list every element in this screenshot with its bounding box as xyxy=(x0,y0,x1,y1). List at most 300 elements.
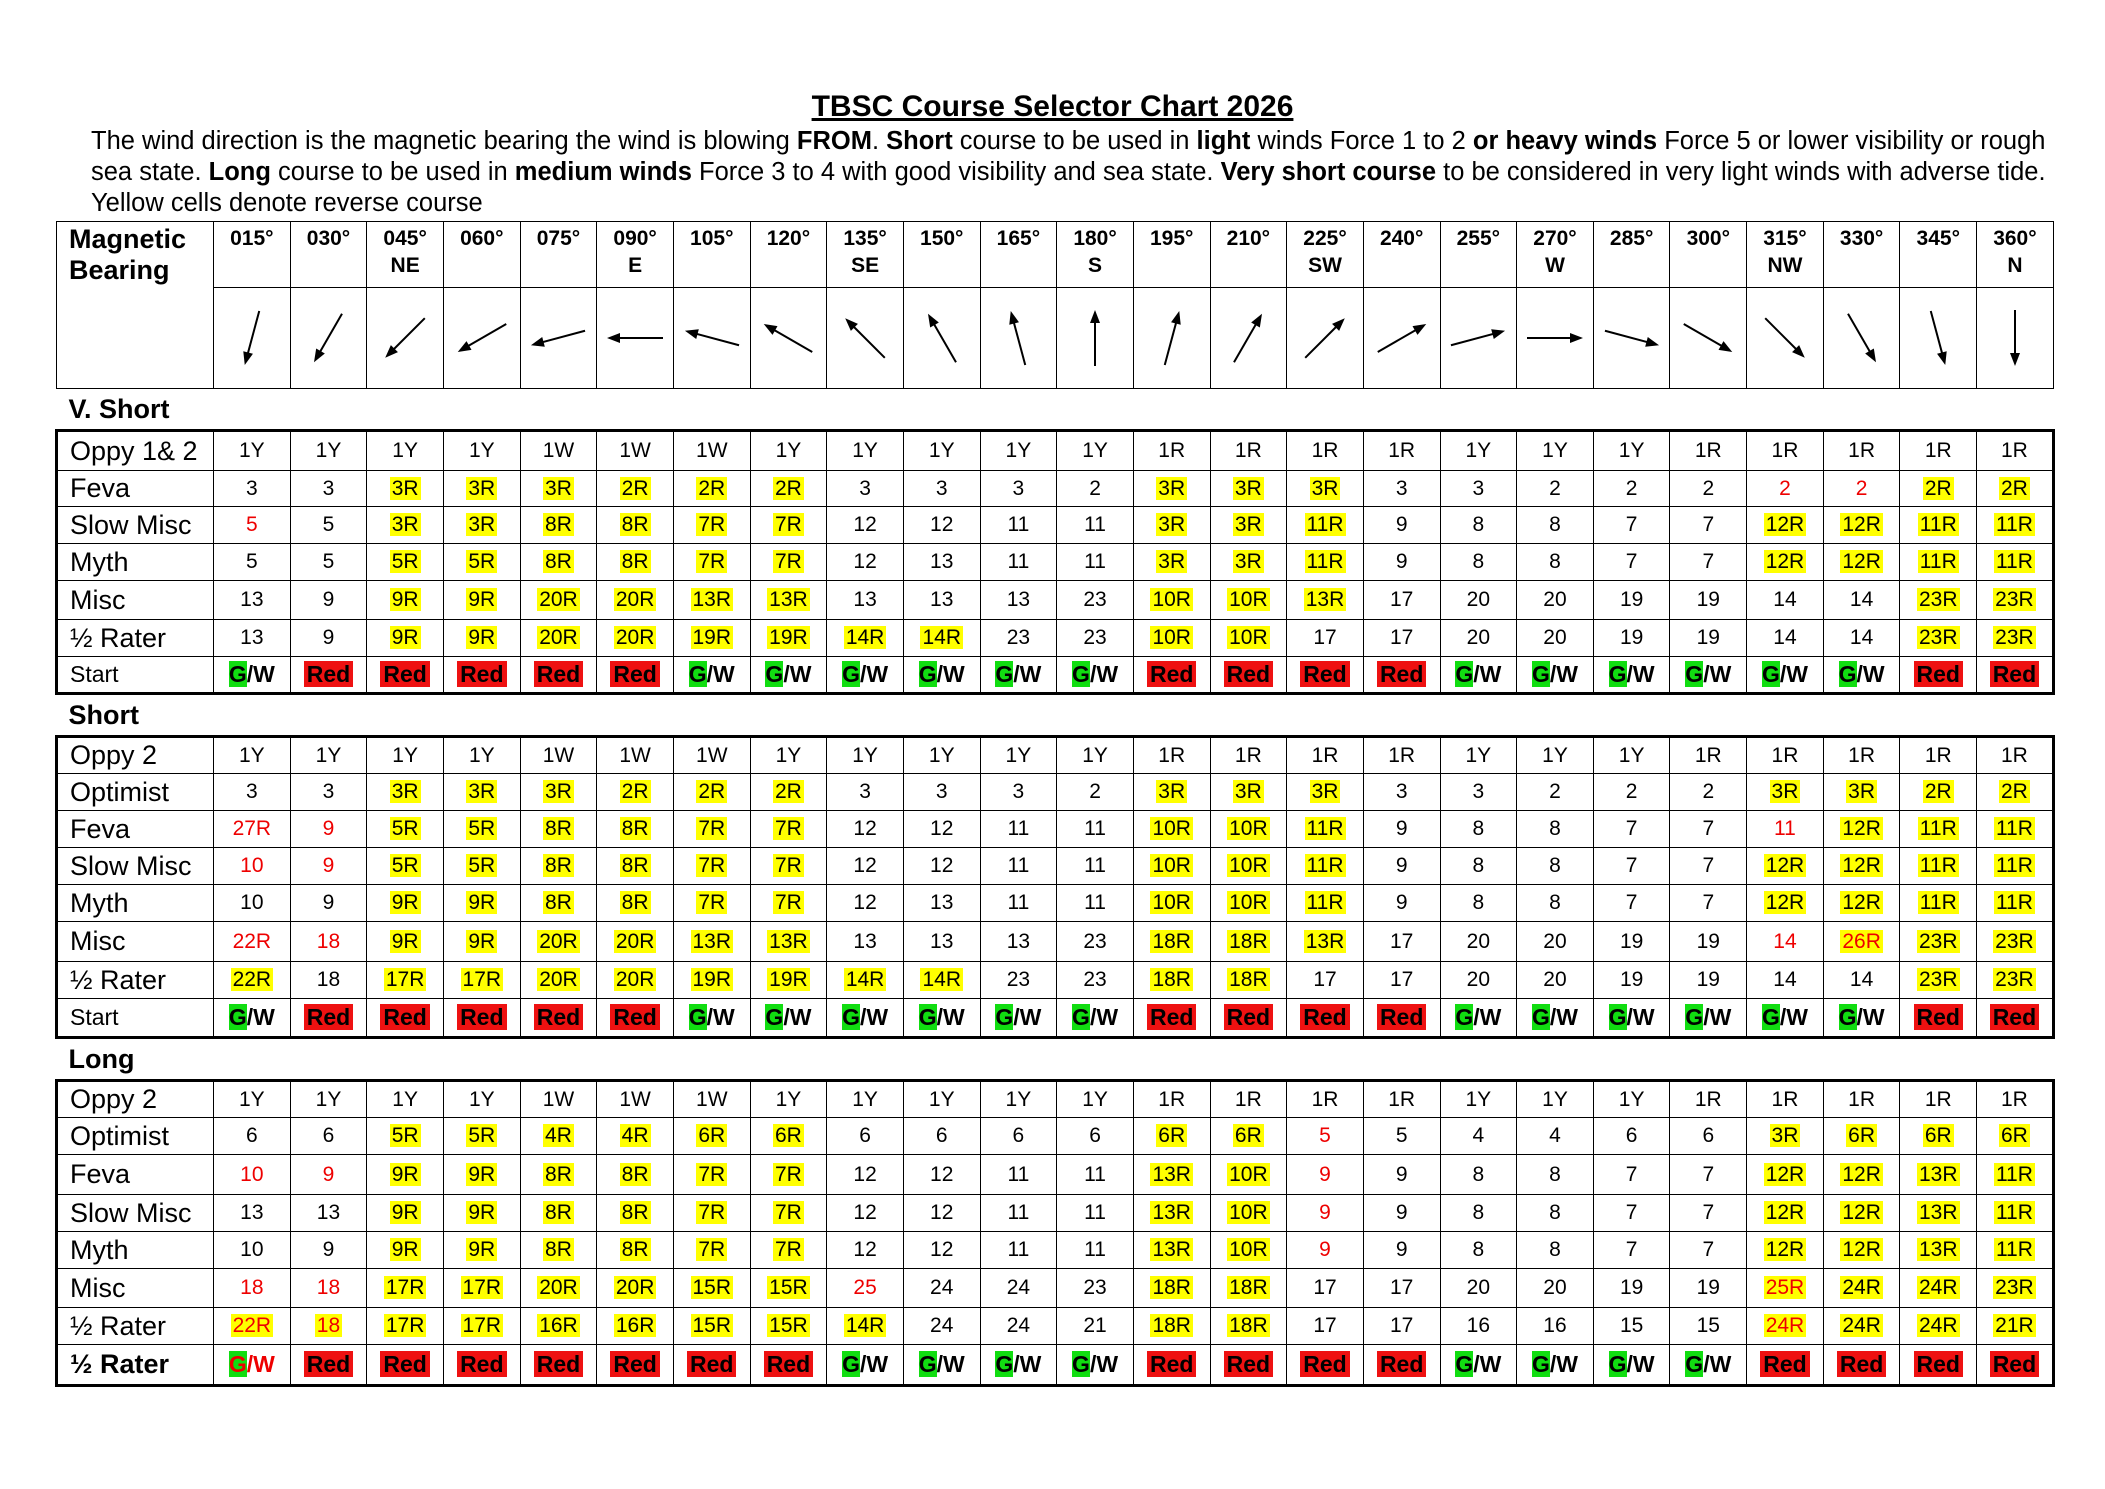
course-value: 11 xyxy=(1007,817,1030,840)
course-cell xyxy=(443,1118,520,1155)
course-cell xyxy=(673,811,750,848)
course-value: 1R xyxy=(1158,1087,1186,1111)
course-value: 11 xyxy=(1084,891,1106,914)
course-cell xyxy=(597,1081,674,1118)
course-value: 8R xyxy=(621,513,649,536)
start-flag xyxy=(765,1004,811,1030)
course-value: 1W xyxy=(542,1087,575,1111)
bearing-header-cell xyxy=(980,222,1057,288)
bearing-header-cell xyxy=(1363,222,1440,288)
course-cell xyxy=(1440,1081,1517,1118)
course-value: 6R xyxy=(1158,1124,1186,1147)
course-cell xyxy=(1210,1195,1287,1232)
course-cell xyxy=(367,1118,444,1155)
row-label: Optimist xyxy=(57,774,214,811)
course-value: 13R xyxy=(1152,1201,1191,1224)
course-cell xyxy=(520,507,597,544)
start-cell xyxy=(520,1345,597,1386)
start-flag-white: /W xyxy=(1089,1351,1119,1377)
start-flag-white: /W xyxy=(1473,1004,1502,1030)
course-value: 1Y xyxy=(775,1087,802,1111)
course-value: 7R xyxy=(698,1238,726,1261)
course-cell xyxy=(1517,922,1594,962)
start-flag-green: G xyxy=(765,1004,784,1030)
start-flag-green: G xyxy=(1455,1004,1474,1030)
start-cell xyxy=(1593,999,1670,1038)
start-flag-green: G xyxy=(918,1004,937,1030)
course-cell xyxy=(673,507,750,544)
class-row xyxy=(57,507,2054,544)
course-cell xyxy=(1287,1118,1364,1155)
course-value: 1Y xyxy=(392,439,418,462)
course-cell xyxy=(1977,811,2054,848)
start-flag xyxy=(1609,1351,1655,1377)
course-value: 24 xyxy=(1006,1314,1031,1337)
course-value: 10R xyxy=(1229,626,1268,649)
start-cell xyxy=(443,657,520,694)
course-cell xyxy=(1210,1081,1287,1118)
course-value: 2 xyxy=(1089,780,1101,803)
course-cell xyxy=(1823,811,1900,848)
bearing-header-cell xyxy=(750,222,827,288)
course-value: 12 xyxy=(930,854,954,877)
course-cell xyxy=(980,885,1057,922)
course-cell xyxy=(1133,1081,1210,1118)
wind-arrow-icon xyxy=(830,298,900,378)
course-value: 17R xyxy=(462,1276,502,1299)
bearing-degrees: 165° xyxy=(996,227,1041,250)
course-cell xyxy=(1287,1195,1364,1232)
course-value: 17 xyxy=(1313,1276,1337,1299)
course-value: 18 xyxy=(316,1314,341,1337)
course-cell xyxy=(520,544,597,581)
course-value: 1R xyxy=(1694,1087,1722,1111)
course-cell xyxy=(1823,1081,1900,1118)
course-cell xyxy=(750,1269,827,1308)
course-cell xyxy=(1900,620,1977,657)
course-value: 9R xyxy=(468,588,496,611)
course-cell xyxy=(367,1308,444,1345)
course-cell xyxy=(290,431,367,471)
course-cell xyxy=(1900,1232,1977,1269)
course-value: 1W xyxy=(619,1087,651,1111)
class-row xyxy=(57,620,2054,657)
course-value: 23R xyxy=(1919,588,1958,611)
course-cell xyxy=(214,1155,291,1195)
course-value: 8R xyxy=(545,1201,572,1224)
start-cell xyxy=(1287,1345,1364,1386)
wind-arrow-cell xyxy=(290,288,367,389)
start-flag-white: /W xyxy=(936,1351,965,1377)
course-value: 8 xyxy=(1472,891,1485,914)
course-cell xyxy=(903,1118,980,1155)
wind-arrow-shaft xyxy=(539,331,585,343)
course-cell xyxy=(290,962,367,999)
course-value: 20R xyxy=(539,588,578,611)
course-value: 19 xyxy=(1619,968,1644,991)
course-value: 19 xyxy=(1619,929,1644,953)
row-label: Slow Misc xyxy=(57,507,214,544)
course-value: 3R xyxy=(1234,476,1262,500)
start-cell xyxy=(1670,1345,1747,1386)
start-flag-green: G xyxy=(1072,661,1090,687)
class-row xyxy=(57,431,2054,471)
course-value: 23 xyxy=(1083,968,1107,991)
course-cell xyxy=(673,544,750,581)
course-value: 11 xyxy=(1007,891,1030,914)
course-cell xyxy=(1517,1118,1594,1155)
course-cell xyxy=(903,885,980,922)
course-cell xyxy=(673,1118,750,1155)
course-cell xyxy=(367,811,444,848)
course-value: 13 xyxy=(930,891,954,914)
start-flag-white: /W xyxy=(246,1351,275,1377)
course-cell xyxy=(1057,811,1134,848)
course-cell xyxy=(1287,922,1364,962)
bearing-degrees: 210° xyxy=(1226,227,1271,250)
start-cell xyxy=(980,999,1057,1038)
course-cell xyxy=(750,885,827,922)
course-cell xyxy=(1670,774,1747,811)
course-value: 18 xyxy=(316,1276,341,1299)
course-value: 1Y xyxy=(315,743,342,767)
wind-arrow-shaft xyxy=(391,318,425,352)
wind-arrow-shaft xyxy=(318,314,342,356)
course-value: 23R xyxy=(1995,929,2034,953)
bearing-degrees: 285° xyxy=(1609,227,1654,250)
course-cell xyxy=(903,962,980,999)
start-cell xyxy=(367,999,444,1038)
course-cell xyxy=(1363,507,1440,544)
start-flag-white: /W xyxy=(936,1004,965,1030)
course-value: 6R xyxy=(1848,1124,1876,1147)
start-cell xyxy=(673,999,750,1038)
course-cell xyxy=(1057,885,1134,922)
course-cell xyxy=(367,581,444,620)
course-cell xyxy=(290,848,367,885)
course-cell xyxy=(1823,1155,1900,1195)
row-label: ½ Rater xyxy=(57,1308,214,1345)
course-cell xyxy=(1977,885,2054,922)
course-cell xyxy=(1670,1195,1747,1232)
course-value: 11R xyxy=(1306,854,1344,877)
course-value: 3R xyxy=(545,476,572,500)
course-value: 15 xyxy=(1619,1314,1644,1337)
course-cell xyxy=(750,737,827,774)
course-value: 24 xyxy=(930,1276,954,1299)
course-cell xyxy=(1823,962,1900,999)
wind-arrow-icon xyxy=(447,298,517,378)
course-value: 7R xyxy=(698,550,726,573)
course-value: 3R xyxy=(391,513,419,536)
row-label: Misc xyxy=(57,1269,214,1308)
section-heading-row xyxy=(57,694,2054,737)
course-value: 11 xyxy=(1774,817,1796,840)
course-cell xyxy=(673,620,750,657)
wind-arrow-cell xyxy=(214,288,291,389)
start-flag xyxy=(1762,661,1808,687)
start-cell xyxy=(1363,999,1440,1038)
class-row xyxy=(57,1232,2054,1269)
course-cell xyxy=(1287,1269,1364,1308)
course-value: 7R xyxy=(774,891,802,914)
course-value: 12 xyxy=(930,1162,954,1186)
course-cell xyxy=(214,1195,291,1232)
course-cell xyxy=(1900,962,1977,999)
course-value: 9 xyxy=(322,1162,335,1186)
course-value: 14 xyxy=(1849,968,1874,991)
wind-arrow-shaft xyxy=(1765,318,1799,352)
course-cell xyxy=(597,848,674,885)
course-value: 8 xyxy=(1549,1238,1561,1261)
course-cell xyxy=(673,737,750,774)
start-flag xyxy=(995,1351,1041,1377)
course-value: 12R xyxy=(1842,891,1881,914)
course-value: 3 xyxy=(1472,780,1485,803)
course-cell xyxy=(1747,1118,1824,1155)
course-value: 11 xyxy=(1084,817,1106,840)
start-flag xyxy=(995,661,1041,687)
course-value: 20R xyxy=(615,626,655,649)
course-value: 3R xyxy=(468,513,496,536)
course-cell xyxy=(520,922,597,962)
course-value: 5R xyxy=(468,817,496,840)
bearing-header-cell xyxy=(367,222,444,288)
course-value: 6R xyxy=(1234,1124,1262,1147)
course-cell xyxy=(443,620,520,657)
course-cell xyxy=(673,1308,750,1345)
course-value: 1R xyxy=(1311,439,1339,462)
start-cell xyxy=(597,1345,674,1386)
course-value: 1Y xyxy=(238,1087,265,1111)
course-cell xyxy=(1287,581,1364,620)
course-cell xyxy=(1823,620,1900,657)
course-cell xyxy=(367,962,444,999)
start-flag: Red xyxy=(1837,1351,1886,1377)
start-flag xyxy=(1532,1004,1578,1030)
course-cell xyxy=(1670,922,1747,962)
course-value: 17R xyxy=(385,1276,425,1299)
bearing-degrees: 105° xyxy=(690,227,734,250)
course-value: 17R xyxy=(385,968,425,991)
course-value: 14R xyxy=(845,626,885,649)
start-row xyxy=(57,1345,2054,1386)
course-cell xyxy=(1363,737,1440,774)
course-value: 20R xyxy=(615,968,655,991)
course-cell xyxy=(1517,774,1594,811)
course-cell xyxy=(1593,471,1670,507)
course-cell xyxy=(750,1308,827,1345)
course-cell xyxy=(1670,1155,1747,1195)
course-cell xyxy=(1057,507,1134,544)
course-value: 7R xyxy=(698,891,726,914)
course-value: 23 xyxy=(1083,929,1107,953)
course-value: 5 xyxy=(322,550,335,573)
course-value: 3R xyxy=(1158,550,1186,573)
course-value: 20 xyxy=(1466,968,1490,991)
course-cell xyxy=(597,1232,674,1269)
course-value: 8 xyxy=(1472,513,1485,536)
start-cell xyxy=(903,999,980,1038)
course-cell xyxy=(1823,1308,1900,1345)
course-cell xyxy=(1133,848,1210,885)
course-cell xyxy=(1363,1118,1440,1155)
course-value: 8R xyxy=(545,817,572,840)
course-value: 9 xyxy=(1319,1162,1331,1186)
course-cell xyxy=(1210,1269,1287,1308)
course-value: 1Y xyxy=(1542,1087,1568,1111)
course-value: 13 xyxy=(930,588,954,611)
course-value: 23 xyxy=(1083,626,1107,649)
course-value: 17 xyxy=(1389,968,1414,991)
course-cell xyxy=(1900,1081,1977,1118)
wind-arrow-icon xyxy=(217,298,287,378)
row-label: Myth xyxy=(57,885,214,922)
start-flag xyxy=(842,1004,888,1030)
wind-arrow-head xyxy=(685,329,699,339)
course-cell xyxy=(520,1269,597,1308)
course-value: 6 xyxy=(1702,1124,1715,1147)
course-cell xyxy=(1670,1081,1747,1118)
course-value: 14 xyxy=(1773,626,1797,649)
course-value: 1R xyxy=(1771,439,1799,462)
start-flag-white: /W xyxy=(783,661,812,687)
course-cell xyxy=(1670,737,1747,774)
section-heading: Long xyxy=(68,1043,135,1074)
course-value: 1R xyxy=(1388,743,1416,767)
course-value: 9 xyxy=(1319,1238,1331,1261)
course-value: 2R xyxy=(774,476,802,500)
course-value: 5R xyxy=(391,854,419,877)
start-flag xyxy=(1609,1004,1655,1030)
course-value: 18R xyxy=(1229,968,1268,991)
wind-arrow-shaft xyxy=(1451,333,1497,345)
course-cell xyxy=(673,962,750,999)
wind-arrow-head xyxy=(1010,311,1020,325)
course-cell xyxy=(1823,848,1900,885)
course-cell xyxy=(443,774,520,811)
start-cell xyxy=(1823,657,1900,694)
course-value: 1Y xyxy=(1618,439,1645,462)
course-value: 13R xyxy=(769,588,808,611)
course-cell xyxy=(827,471,904,507)
wind-arrow-icon xyxy=(1980,298,2050,378)
course-cell xyxy=(1440,922,1517,962)
start-cell xyxy=(1593,1345,1670,1386)
start-flag: Red xyxy=(457,661,506,687)
wind-arrow-icon xyxy=(1750,298,1820,378)
course-value: 12 xyxy=(853,891,877,914)
course-value: 1Y xyxy=(1542,743,1568,767)
start-cell xyxy=(750,1345,827,1386)
start-flag-green: G xyxy=(842,661,860,687)
bearing-degrees: 255° xyxy=(1456,227,1501,250)
course-cell xyxy=(903,471,980,507)
start-flag: Red xyxy=(610,1004,659,1030)
course-cell xyxy=(1900,1308,1977,1345)
row-label: Start xyxy=(57,999,214,1038)
course-cell xyxy=(1517,544,1594,581)
course-cell xyxy=(1057,737,1134,774)
start-flag xyxy=(919,661,965,687)
intro-segment: medium winds xyxy=(514,158,692,186)
course-cell xyxy=(1057,620,1134,657)
section-heading: Short xyxy=(68,699,139,730)
course-cell xyxy=(597,1195,674,1232)
bearing-degrees: 180° xyxy=(1073,227,1117,250)
course-cell xyxy=(1747,620,1824,657)
start-cell xyxy=(1057,999,1134,1038)
course-value: 10 xyxy=(240,1162,264,1186)
course-cell xyxy=(1593,544,1670,581)
course-value: 13R xyxy=(1305,588,1345,611)
course-value: 13 xyxy=(853,929,877,953)
start-cell xyxy=(1363,1345,1440,1386)
bearing-compass-point: SE xyxy=(851,254,880,277)
course-cell xyxy=(903,811,980,848)
course-cell xyxy=(827,1118,904,1155)
course-cell xyxy=(1363,620,1440,657)
course-value: 13 xyxy=(240,588,264,611)
course-value: 10R xyxy=(1229,891,1268,914)
course-value: 20R xyxy=(615,1276,655,1299)
course-value: 1Y xyxy=(928,743,955,767)
course-cell xyxy=(1440,431,1517,471)
course-cell xyxy=(1747,885,1824,922)
course-value: 17 xyxy=(1389,929,1414,953)
course-value: 5R xyxy=(391,817,419,840)
wind-arrow-cell xyxy=(1133,288,1210,389)
start-flag-green: G xyxy=(1761,1004,1780,1030)
course-cell xyxy=(1593,774,1670,811)
row-label: Oppy 2 xyxy=(57,1081,214,1118)
course-value: 19 xyxy=(1696,968,1720,991)
course-cell xyxy=(1747,581,1824,620)
course-value: 8 xyxy=(1549,817,1561,840)
course-cell xyxy=(443,1308,520,1345)
course-value: 8R xyxy=(621,854,649,877)
course-value: 12 xyxy=(853,1162,877,1186)
course-value: 1Y xyxy=(852,1087,878,1111)
wind-arrow-cell xyxy=(750,288,827,389)
course-cell xyxy=(597,885,674,922)
course-value: 10R xyxy=(1229,588,1268,611)
course-cell xyxy=(1210,544,1287,581)
course-cell xyxy=(1440,848,1517,885)
course-value: 2R xyxy=(2000,476,2028,500)
course-cell xyxy=(1057,848,1134,885)
start-cell xyxy=(1517,999,1594,1038)
intro-segment: The wind direction is the magnetic bearing the wind is blowing xyxy=(91,127,797,155)
course-value: 1R xyxy=(1924,743,1952,767)
course-cell xyxy=(214,774,291,811)
wind-arrow-head xyxy=(2010,353,2020,366)
course-value: 13R xyxy=(1305,929,1345,953)
course-value: 1W xyxy=(619,439,651,462)
course-cell xyxy=(520,620,597,657)
bearing-degrees: 135° xyxy=(843,227,887,250)
start-cell xyxy=(1287,657,1364,694)
course-cell xyxy=(290,811,367,848)
course-cell xyxy=(1747,1081,1824,1118)
start-cell xyxy=(750,999,827,1038)
course-cell xyxy=(1747,1308,1824,1345)
start-flag-green: G xyxy=(1685,661,1704,687)
wind-arrow-icon xyxy=(1060,298,1130,378)
bearing-degrees: 030° xyxy=(306,227,351,250)
course-value: 3 xyxy=(1012,476,1025,500)
bearing-compass-point: W xyxy=(1545,254,1565,277)
